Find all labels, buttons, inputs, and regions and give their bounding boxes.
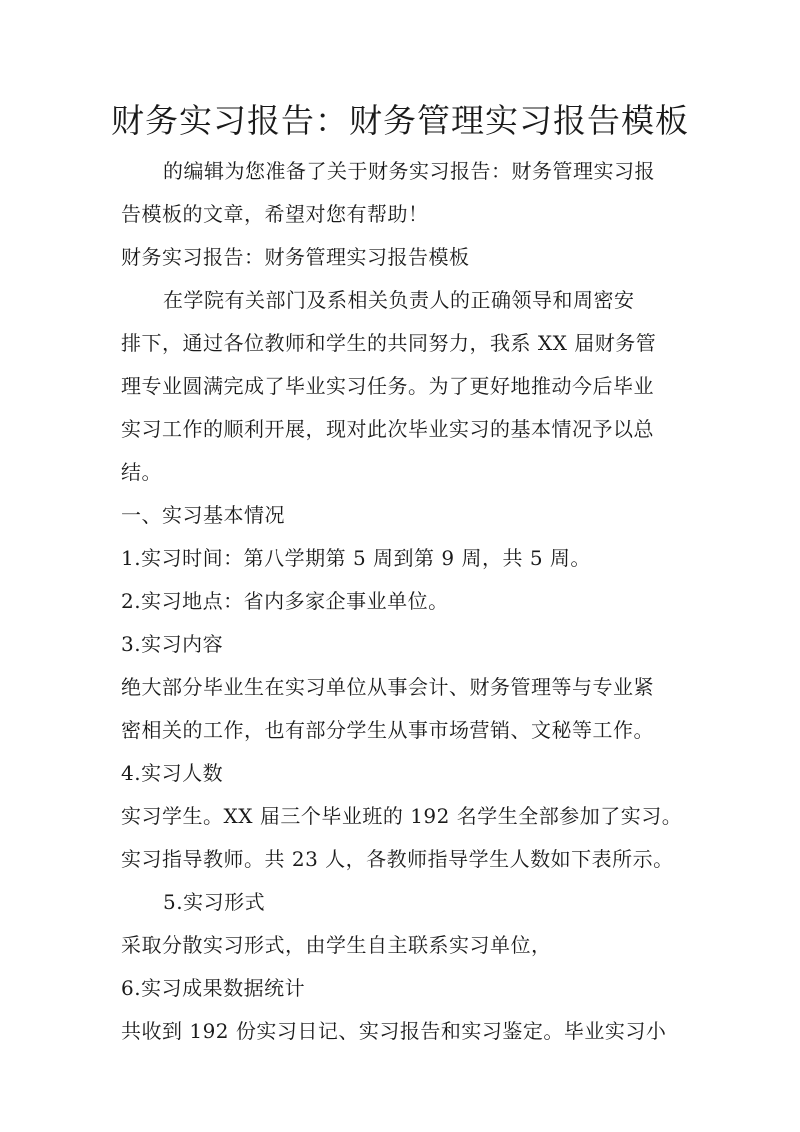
paragraph-line: 绝大部分毕业生在实习单位从事会计、财务管理等与专业紧 — [121, 675, 654, 699]
paragraph-line: 共收到 192 份实习日记、实习报告和实习鉴定。毕业实习小 — [121, 1019, 667, 1043]
paragraph-line: 在学院有关部门及系相关负责人的正确领导和周密安 — [163, 288, 635, 312]
paragraph-line: 结。 — [121, 460, 162, 484]
document-title: 财务实习报告：财务管理实习报告模板 — [111, 101, 689, 140]
document-body — [121, 150, 686, 1053]
paragraph-line: 排下，通过各位教师和学生的共同努力，我系 XX 届财务管 — [121, 331, 657, 355]
paragraph-line: 理专业圆满完成了毕业实习任务。为了更好地推动今后毕业 — [121, 374, 654, 398]
paragraph-line: 告模板的文章，希望对您有帮助！ — [121, 202, 429, 226]
section-heading: 一、实习基本情况 — [121, 503, 285, 527]
list-item: 6.实习成果数据统计 — [121, 976, 306, 1000]
paragraph-line: 实习工作的顺利开展，现对此次毕业实习的基本情况予以总 — [121, 417, 654, 441]
paragraph-line: 采取分散实习形式，由学生自主联系实习单位， — [121, 933, 552, 957]
paragraph-line: 实习指导教师。共 23 人，各教师指导学生人数如下表所示。 — [121, 847, 674, 871]
list-item: 5.实习形式 — [163, 890, 266, 914]
paragraph-line: 实习学生。XX 届三个毕业班的 192 名学生全部参加了实习。 — [121, 804, 683, 828]
list-item: 4.实习人数 — [121, 761, 224, 785]
list-item: 2.实习地点：省内多家企事业单位。 — [121, 589, 449, 613]
list-item: 3.实习内容 — [121, 632, 224, 656]
paragraph-line: 密相关的工作，也有部分学生从事市场营销、文秘等工作。 — [121, 718, 654, 742]
paragraph-line: 的编辑为您准备了关于财务实习报告：财务管理实习报 — [163, 159, 655, 183]
subtitle-line: 财务实习报告：财务管理实习报告模板 — [121, 245, 470, 269]
list-item: 1.实习时间：第八学期第 5 周到第 9 周，共 5 周。 — [121, 546, 591, 570]
